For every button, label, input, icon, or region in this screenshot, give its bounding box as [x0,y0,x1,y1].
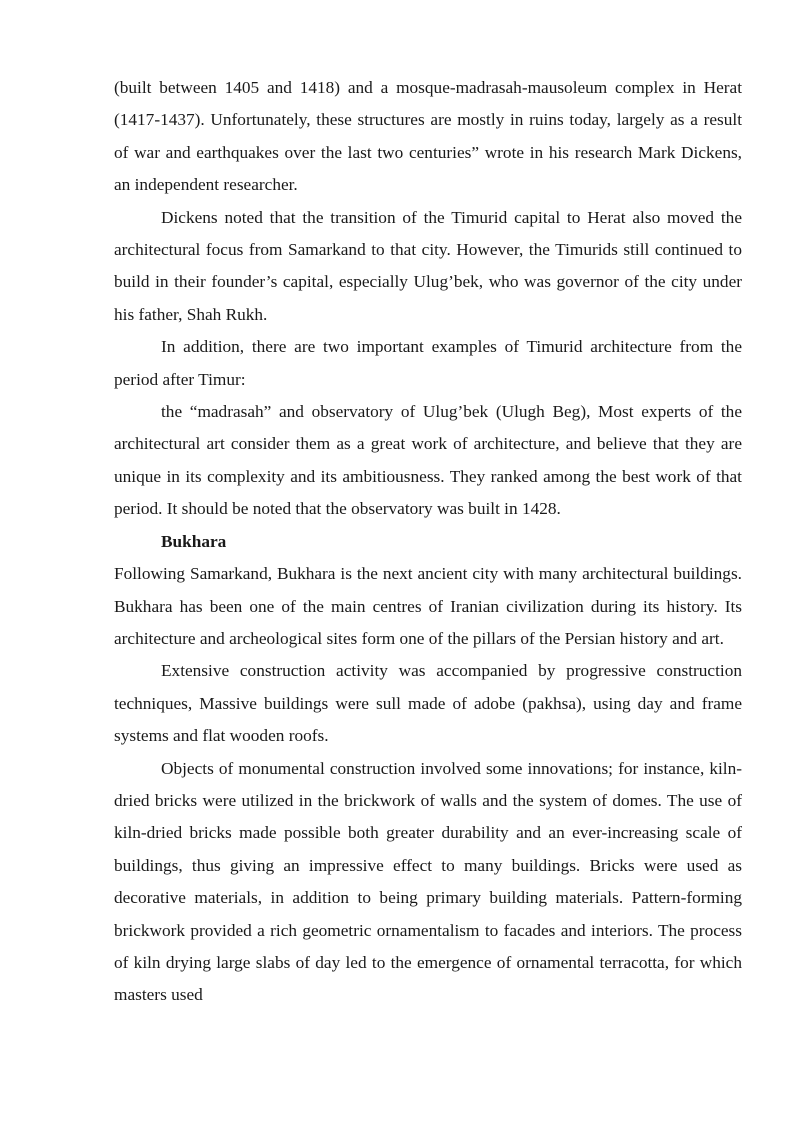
paragraph-construction-activity: Extensive construction activity was accompanied by progressive construction techniques, Massive buildings were sull made of adobe (pakhsa), using day and frame systems and flat wooden roofs. [114,661,742,746]
section-heading-bukhara: Bukhara [161,531,227,551]
paragraph-dickens-capital: Dickens noted that the transition of the Timurid capital to Herat also moved the architectural focus from Samarkand to that city. However, the Timurids still continued to build in their founder’s capital, especially Ulug’bek, who was governor of the city under his father, Shah Rukh. [114,207,742,324]
paragraph-herat-complex: (built between 1405 and 1418) and a mosque-madrasah-mausoleum complex in Herat (1417-1437). Unfortunately, these structures are mostly in ruins today, largely as a result of war and earthquakes over the last two centuries” wrote in his research Mark Dickens, an independent researcher. [114,78,742,195]
paragraph-timurid-examples: In addition, there are two important examples of Timurid architecture from the period after Timur: [114,337,742,389]
paragraph-bukhara-intro: Following Samarkand, Bukhara is the next ancient city with many architectural buildings. Bukhara has been one of the main centres of Iranian civilization during its history. Its architecture and archeological sites form one of the pillars of the Persian history and art. [114,564,742,648]
paragraph-madrasah-observatory: the “madrasah” and observatory of Ulug’bek (Ulugh Beg), Most experts of the architectural art consider them as a great work of architecture, and believe that they are unique in its complexity and its ambitiousness. They ranked among the best work of that period. It should be noted that the observatory was built in 1428. [114,402,742,519]
document-page [114,72,742,1012]
paragraph-monumental-construction: Objects of monumental construction involved some innovations; for instance, kiln-dried bricks were utilized in the brickwork of walls and the system of domes. The use of kiln-dried bricks made possible both greater durability and an ever-increasing scale of buildings, thus giving an impressive effect to many buildings. Bricks were used as decorative materials, in addition to being primary building materials. Pattern-forming brickwork provided a rich geometric ornamentalism to facades and interiors. The process of kiln drying large slabs of day led to the emergence of ornamental terracotta, for which masters used [114,758,742,1005]
